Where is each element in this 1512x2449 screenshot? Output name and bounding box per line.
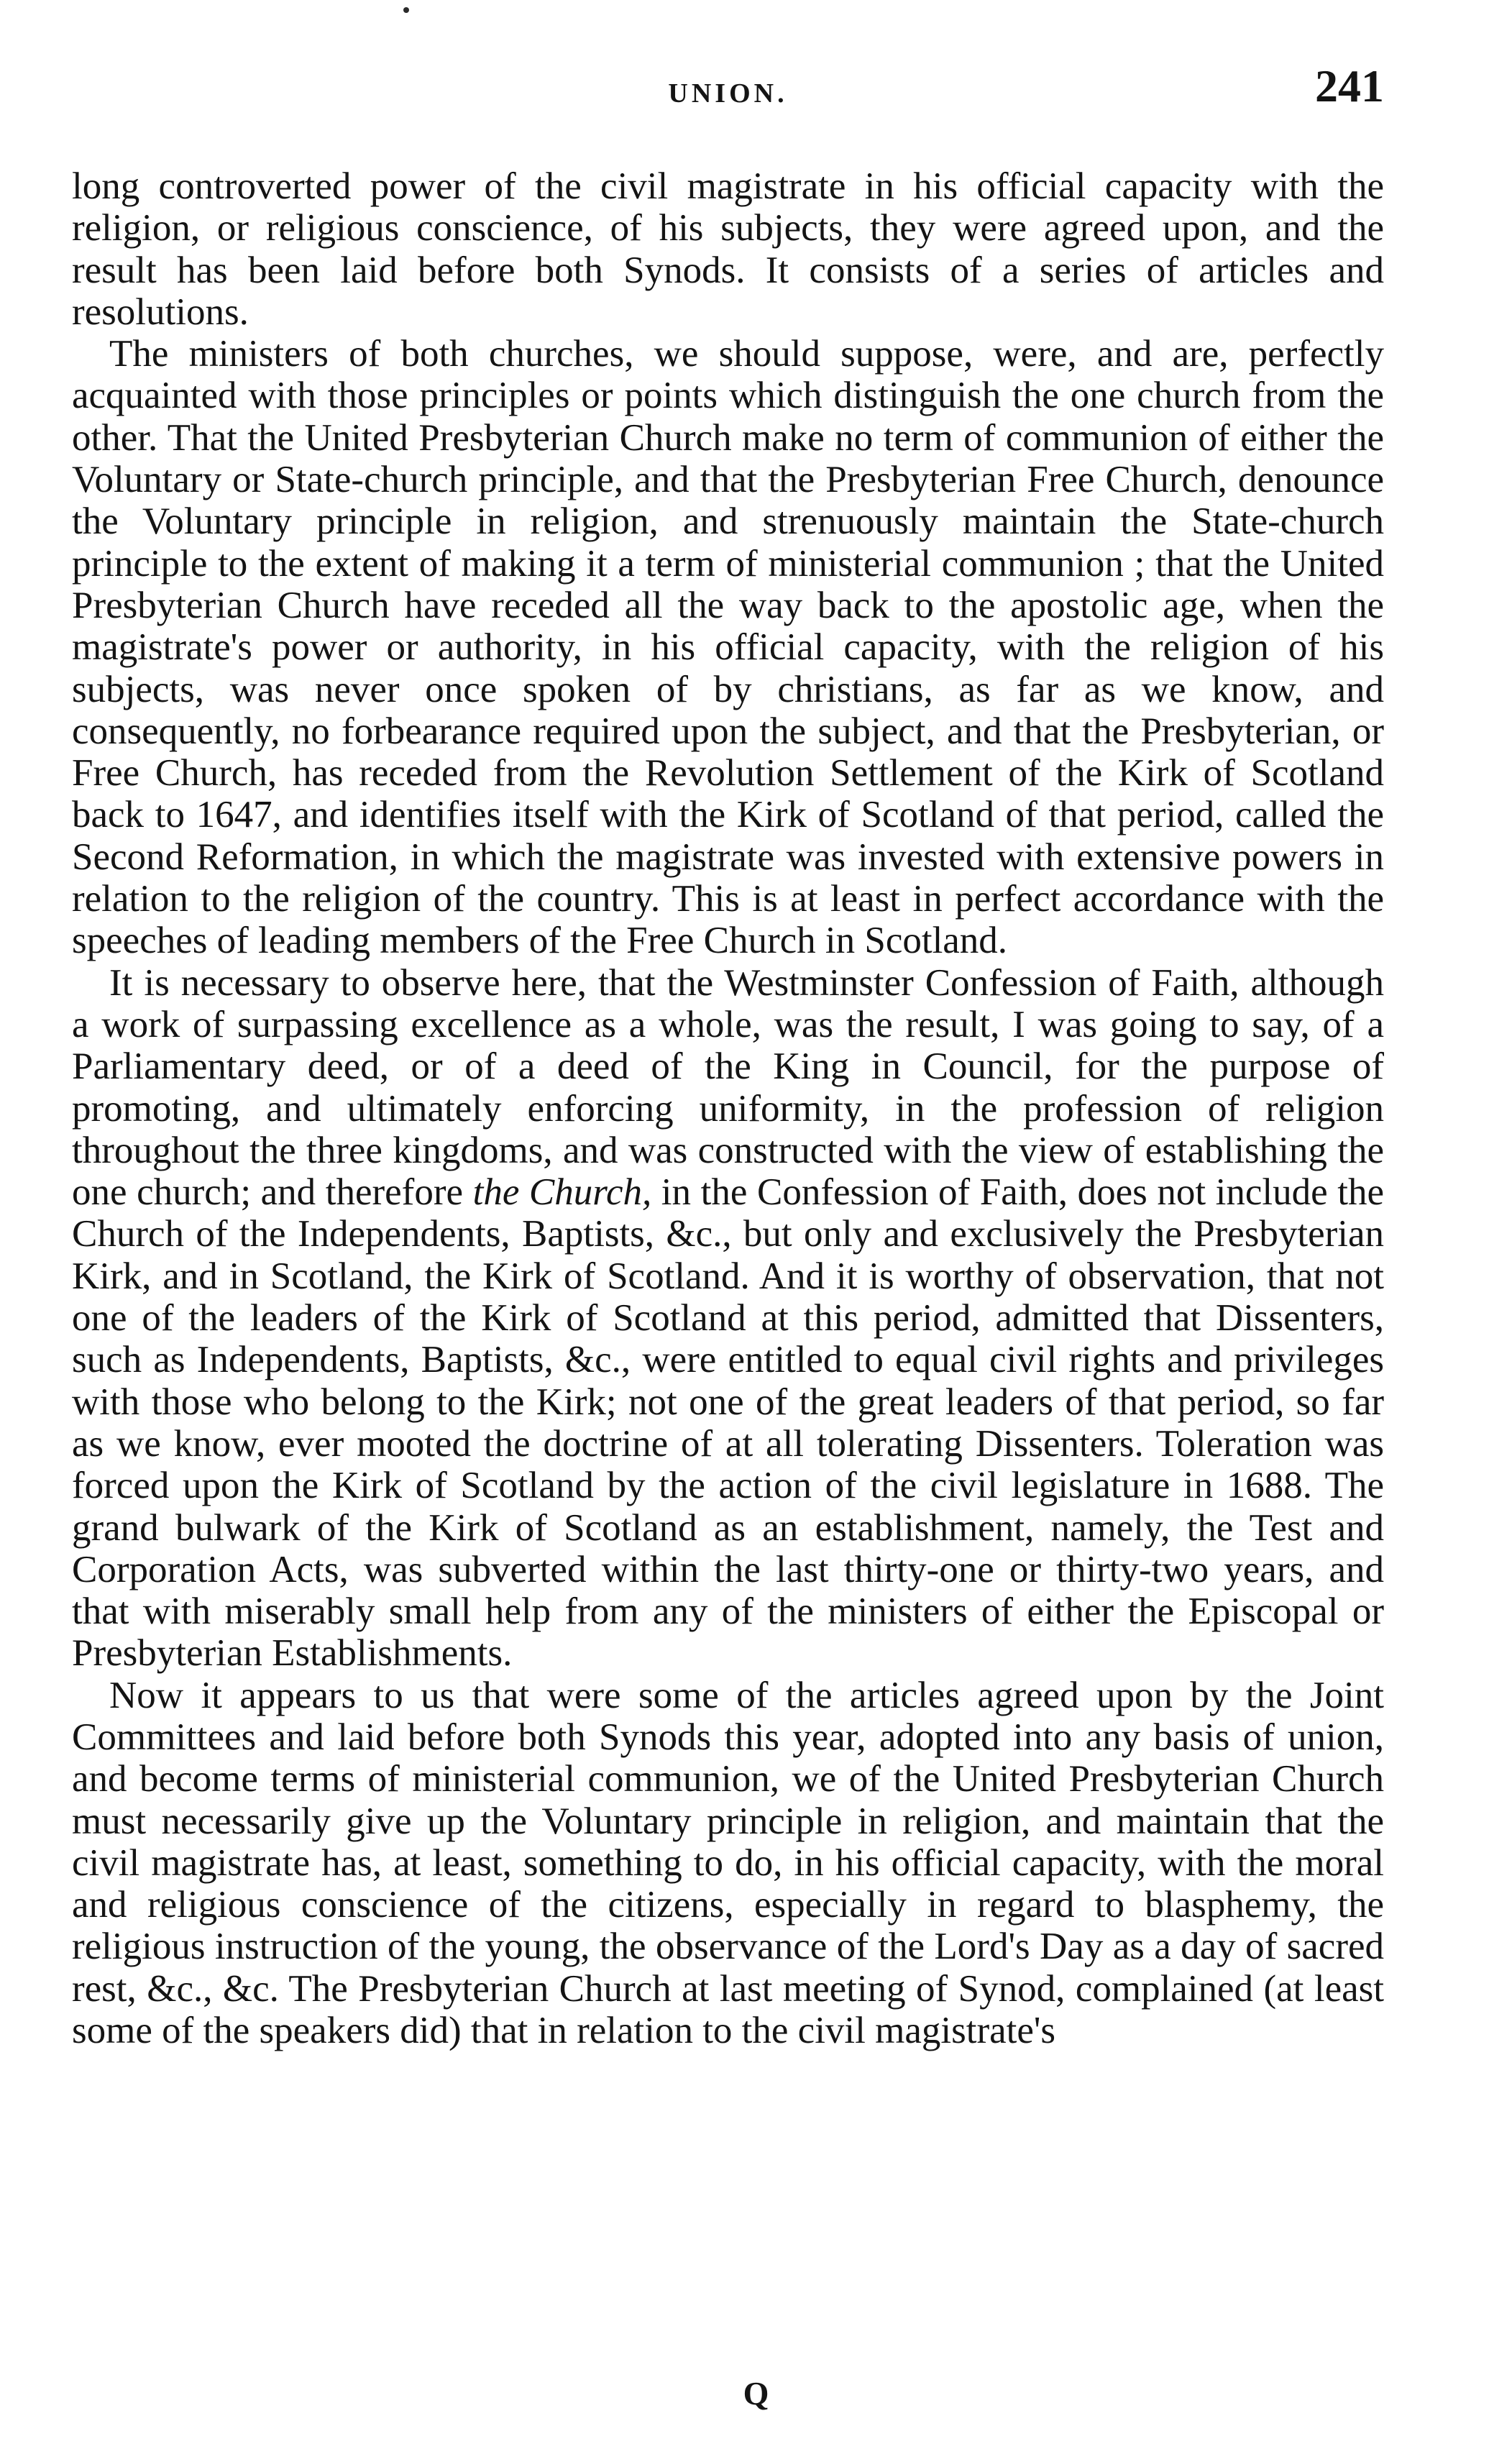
paragraph-3 — [72, 962, 1384, 1675]
paragraph-3-text-b: in the Confession of Faith, does not include the Church of the Independents, Baptists, &c., but only and exclusively the Presbyterian Kirk, and in Scotland, the Kirk of Scotland. And it is worthy of observation, that not one of the leaders of the Kirk of Scotland at this period, admitted that Dissenters, such as Independents, Baptists, &c., were entitled to equal civil rights and privileges with those who belong to the Kirk; not one of the great leaders of that period, so far as we know, ever mooted the doctrine of at all tolerating Dissenters. Toleration was forced upon the Kirk of Scotland by the action of the civil legislature in 1688. The grand bulwark of the Kirk of Scotland as an establishment, namely, the Test and Corporation Acts, was subverted within the last thirty-one or thirty-two years, and that with miserably small help from any of the ministers of either the Episcopal or Presbyterian Establishments. — [72, 1171, 1384, 1675]
body-text — [72, 165, 1384, 2051]
page-header — [72, 60, 1384, 128]
signature-mark: Q — [743, 2375, 769, 2412]
italic-phrase-the-church: the Church, — [472, 1171, 652, 1214]
paragraph-1: long controverted power of the civil magistrate in his official capacity with the religion, or religious conscience, of his subjects, they were agreed upon, and the result has been laid before both Synods. It consists of a series of articles and resolutions. — [72, 165, 1384, 333]
running-head: UNION. — [668, 78, 788, 109]
page-number: 241 — [1315, 60, 1384, 111]
ink-speck — [403, 7, 409, 13]
paragraph-3-text-a: It is necessary to observe here, that the Westminster Confession of Faith, although a work of surpassing excellence as a whole, was the result, I was going to say, of a Parliamentary deed, or of a deed of the King in Council, for the purpose of promoting, and ultimately enforcing uniformity, in the profession of religion throughout the three kingdoms, and was constructed with the view of establishing the one church; and therefore — [72, 961, 1384, 1214]
paragraph-2: The ministers of both churches, we should suppose, were, and are, perfectly acquainted with those principles or points which distinguish the one church from the other. That the United Presbyterian Church make no term of communion of either the Voluntary or State-church principle, and that the Presbyterian Free Church, denounce the Voluntary principle in religion, and strenuously maintain the State-church principle to the extent of making it a term of ministerial communion ; that the United Presbyterian Church have receded all the way back to the apostolic age, when the magistrate's power or authority, in his official capacity, with the religion of his subjects, was never once spoken of by christians, as far as we know, and consequently, no forbearance required upon the subject, and that the Presbyterian, or Free Church, has receded from the Revolution Settlement of the Kirk of Scotland back to 1647, and identifies itself with the Kirk of Scotland of that period, called the Second Reformation, in which the magistrate was invested with extensive powers in relation to the religion of the country. This is at least in perfect accordance with the speeches of leading members of the Free Church in Scotland. — [72, 333, 1384, 962]
paragraph-4: Now it appears to us that were some of the articles agreed upon by the Joint Committees and laid before both Synods this year, adopted into any basis of union, and become terms of ministerial communion, we of the United Presbyterian Church must necessarily give up the Voluntary principle in religion, and maintain that the civil magistrate has, at least, something to do, in his official capacity, with the moral and religious conscience of the citizens, especially in regard to blasphemy, the religious instruction of the young, the observance of the Lord's Day as a day of sacred rest, &c., &c. The Presbyterian Church at last meeting of Synod, complained (at least some of the speakers did) that in relation to the civil magistrate's — [72, 1674, 1384, 2052]
